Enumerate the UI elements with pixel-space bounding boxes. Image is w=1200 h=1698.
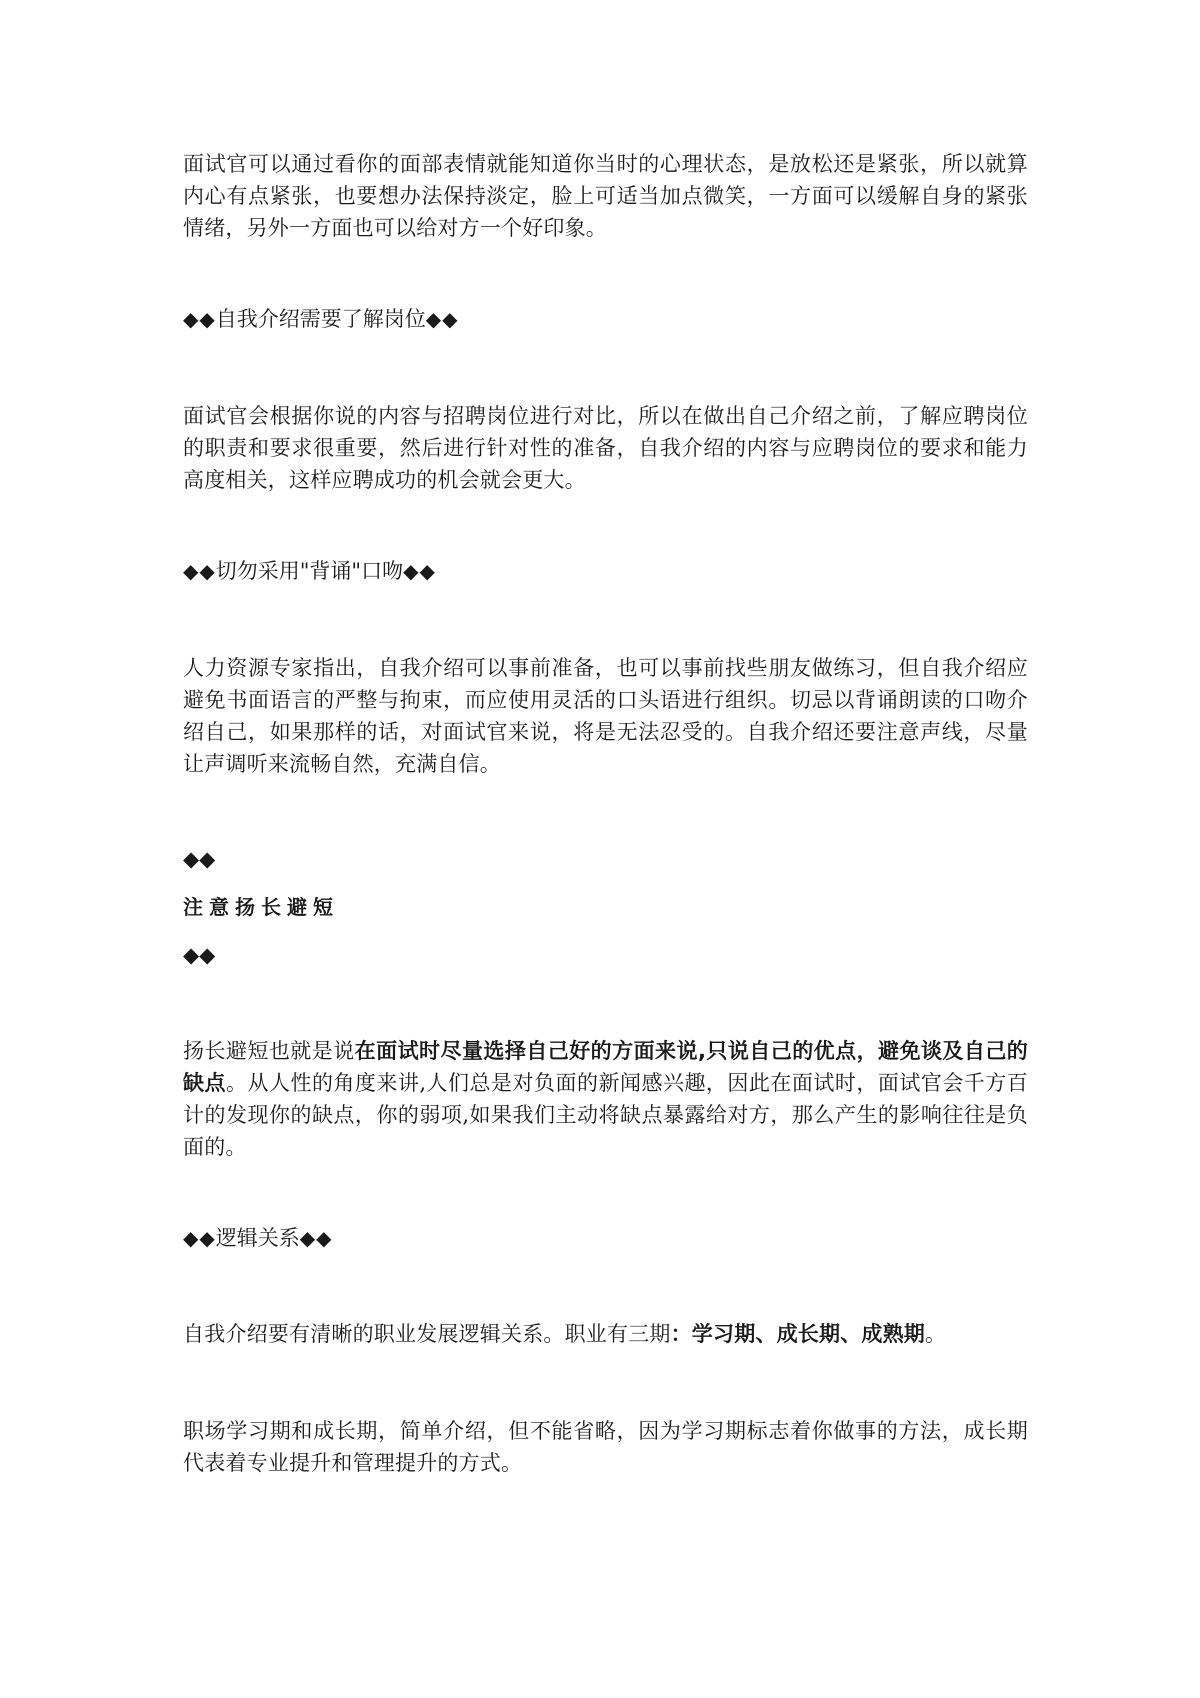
paragraph-lead: 扬长避短也就是说 xyxy=(183,1039,355,1063)
paragraph-rest: 。 xyxy=(925,1322,947,1346)
paragraph-learning-growth: 职场学习期和成长期，简单介绍，但不能省略，因为学习期标志着你做事的方法，成长期代表着专业提升和管理提升的方式。 xyxy=(183,1419,1028,1475)
paragraph-facial-expression: 面试官可以通过看你的面部表情就能知道你当时的心理状态，是放松还是紧张，所以就算内心有点紧张，也要想办法保持淡定，脸上可适当加点微笑，一方面可以缓解自身的紧张情绪，另外一方面也可以给对方一个好印象。 xyxy=(183,152,1028,240)
heading-understand-position xyxy=(183,303,459,335)
heading-strengths-weaknesses: 注意扬长避短 xyxy=(183,895,339,919)
diamond-bullet-icon: ◆◆ xyxy=(299,1226,333,1250)
paragraph-career-stages xyxy=(183,1318,1028,1350)
paragraph-bold: ：学习期、成长期、成熟期 xyxy=(670,1322,926,1346)
diamond-bullet-icon: ◆◆ xyxy=(403,559,436,583)
heading-text: 切勿采用"背诵"口吻 xyxy=(215,559,404,583)
paragraph-hr-expert: 人力资源专家指出，自我介绍可以事前准备，也可以事前找些朋友做练习，但自我介绍应避免书面语言的严整与拘束，而应使用灵活的口头语进行组织。切忌以背诵朗读的口吻介绍自己，如果那样的话，对面试官来说，将是无法忍受的。自我介绍还要注意声线，尽量让声调听来流畅自然，充满自信。 xyxy=(183,656,1028,776)
heading-text: 逻辑关系 xyxy=(215,1226,300,1250)
diamond-bullet-icon: ◆◆ xyxy=(183,307,216,331)
paragraph-position-research: 面试官会根据你说的内容与招聘岗位进行对比，所以在做出自己介绍之前，了解应聘岗位的职责和要求很重要，然后进行针对性的准备，自我介绍的内容与应聘岗位的要求和能力高度相关，这样应聘成功的机会就会更大。 xyxy=(183,404,1028,492)
heading-avoid-reciting xyxy=(183,555,436,587)
diamond-bullet-icon: ◆◆ xyxy=(425,307,459,331)
diamond-bullet-icon: ◆◆ xyxy=(183,559,216,583)
heading-logic xyxy=(183,1222,333,1254)
diamond-bullet-icon: ◆◆ xyxy=(183,1226,216,1250)
paragraph-strengths xyxy=(183,1035,1028,1163)
heading-text: 自我介绍需要了解岗位 xyxy=(215,307,426,331)
diamond-bullet-icon: ◆◆ xyxy=(183,847,216,871)
paragraph-bold: 在面试时尽量选择自己好的方面来说,只说自己的优点，避免谈及自己的缺点 xyxy=(183,1039,1028,1095)
diamond-bullet-icon: ◆◆ xyxy=(183,943,216,967)
paragraph-rest: 。从人性的角度来讲,人们总是对负面的新闻感兴趣，因此在面试时，面试官会千方百计的发现你的缺点，你的弱项,如果我们主动将缺点暴露给对方，那么产生的影响往往是负面的。 xyxy=(183,1071,1028,1159)
paragraph-lead: 自我介绍要有清晰的职业发展逻辑关系。职业有三期 xyxy=(183,1322,671,1346)
